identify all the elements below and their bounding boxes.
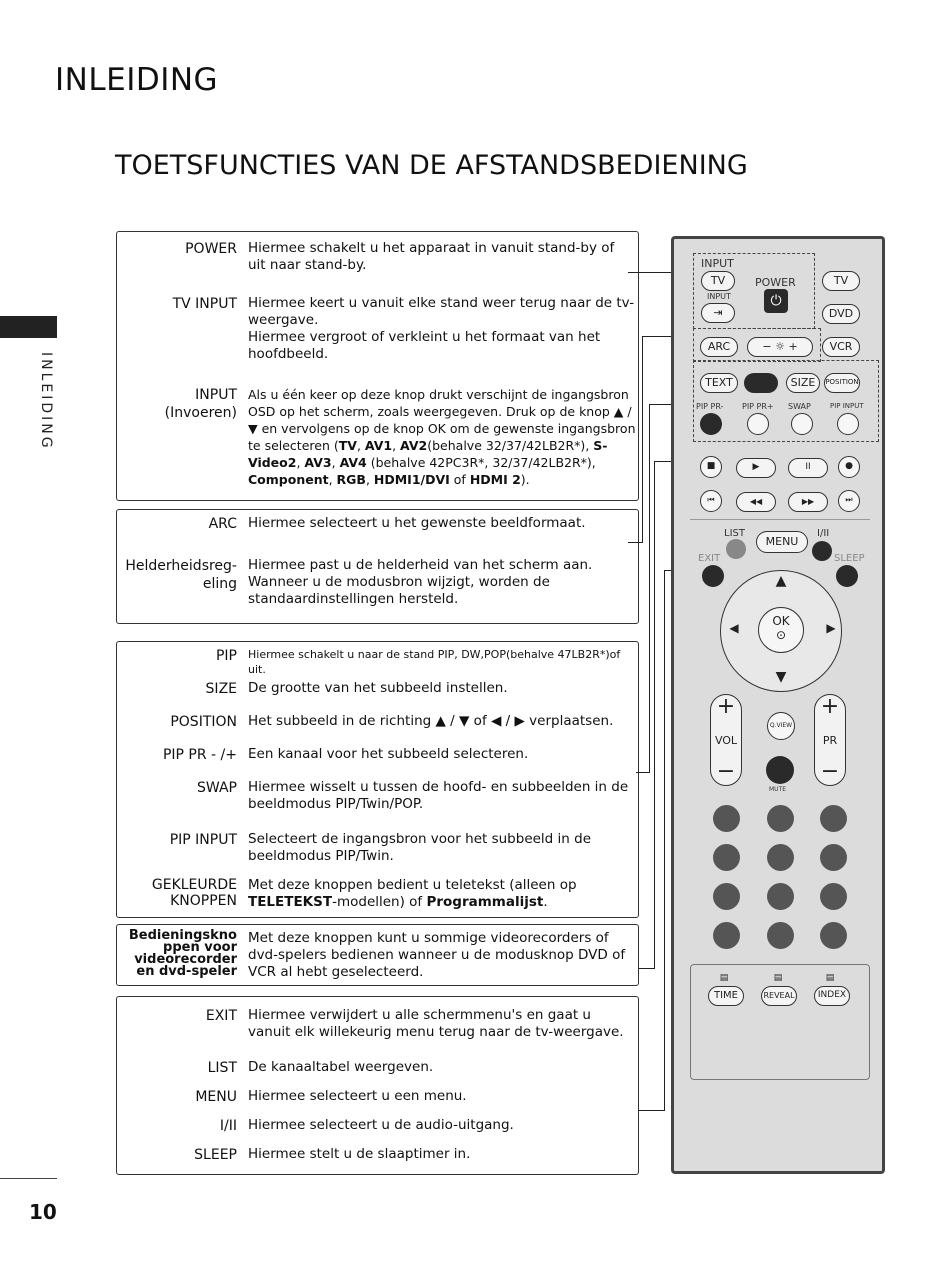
desc-menu: Hiermee selecteert u een menu. [248, 1088, 467, 1104]
term-vcr-line3: videorecorder [134, 952, 237, 967]
volume-down-icon: − [716, 759, 736, 784]
leader-line-vcr [639, 968, 654, 969]
remote-brightness-button: − ☼ + [747, 337, 813, 357]
desc-list: De kanaaltabel weergeven. [248, 1059, 434, 1075]
number-button-9 [820, 883, 847, 910]
term-tv-input: TV INPUT [172, 296, 237, 312]
term-pip-input: PIP INPUT [169, 832, 237, 848]
fast-forward-icon: ▶▶ [788, 492, 828, 512]
term-colored-line2: KNOPPEN [170, 893, 237, 909]
remote-list-label: LIST [724, 528, 745, 539]
desc-tv-input-line2: Hiermee vergroot of verkleint u het formaat van het hoofdbeeld. [248, 329, 601, 362]
mute-button [766, 756, 794, 784]
rewind-icon: ◀◀ [736, 492, 776, 512]
desc-position: Het subbeeld in de richting ▲ / ▼ of ◀ / ▶ verplaatsen. [248, 713, 614, 729]
desc-brightness [248, 557, 636, 608]
desc-colored-buttons: Met deze knoppen bedient u teletekst (alleen op TELETEKST-modellen) of Programmalijst. [248, 877, 577, 910]
info-box-pip [116, 641, 639, 918]
leader-line-vcr-vertical [654, 461, 655, 969]
term-position: POSITION [170, 714, 237, 730]
remote-arc-button: ARC [700, 337, 738, 357]
leader-line-arc-vertical [642, 336, 643, 543]
term-swap: SWAP [197, 780, 237, 796]
remote-tv-button: TV [822, 271, 860, 291]
desc-brightness-line1: Hiermee past u de helderheid van het scherm aan. [248, 557, 593, 573]
swap-button [791, 413, 813, 435]
desc-power: Hiermee schakelt u het apparaat in vanuit stand-by of uit naar stand-by. [248, 240, 615, 273]
pip-pr-minus-button [700, 413, 722, 435]
program-down-icon: − [820, 759, 840, 784]
remote-pip-input-label: PIP INPUT [830, 402, 864, 410]
remote-text-button: TEXT [700, 373, 738, 393]
sidebar-section-label: INLEIDING [38, 352, 54, 451]
term-input [121, 386, 237, 422]
number-button-10 [713, 922, 740, 949]
pip-input-button [837, 413, 859, 435]
arrow-left-icon: ◀ [729, 621, 739, 635]
term-brightness-line2: eling [202, 576, 237, 592]
remote-size-button: SIZE [786, 373, 820, 393]
volume-up-icon: + [716, 694, 736, 719]
input-button-icon: ⇥ [701, 303, 735, 323]
number-button-4 [713, 844, 740, 871]
info-box-menu [116, 996, 639, 1175]
term-list: LIST [207, 1060, 237, 1076]
term-pip: PIP [215, 648, 237, 664]
term-exit: EXIT [205, 1008, 237, 1024]
term-input-line2: (Invoeren) [164, 405, 237, 421]
reveal-icon: ▤ [773, 973, 783, 983]
remote-ok-button [758, 607, 804, 653]
exit-button [702, 565, 724, 587]
stop-icon: ■ [700, 456, 722, 478]
desc-tv-input-line1: Hiermee keert u vanuit elke stand weer terug naar de tv-weergave. [248, 295, 635, 328]
index-icon: ▤ [825, 973, 835, 983]
remote-control-illustration [671, 236, 885, 1174]
desc-exit: Hiermee verwijdert u alle schermmenu's en gaat u vanuit elk willekeurig menu terug naar de tv-weergave. [248, 1007, 624, 1040]
remote-vcr-button: VCR [822, 337, 860, 357]
desc-input: Als u één keer op deze knop drukt verschijnt de ingangsbron OSD op het scherm, zoals weergegeven. Druk op de knop ▲ / ▼ en vervolgens op de knop OK om de gewenste ingangsbron te selecteren (TV, AV1, AV2(behalve 32/37/42LB2R*), S-Video2, AV3, AV4 (behalve 42PC3R*, 32/37/42LB2R*), Component, RGB, HDMI1/DVI of HDMI 2). [248, 387, 636, 487]
brightness-icon: ☼ [775, 340, 785, 353]
leader-line-pip-vertical [649, 404, 650, 773]
term-colored-line1: GEKLEURDE [151, 877, 237, 893]
remote-pip-pr-plus-label: PIP PR+ [742, 402, 774, 411]
remote-sleep-label: SLEEP [834, 553, 865, 564]
remote-pr-label: PR [822, 734, 838, 747]
remote-qview-button: Q.VIEW [767, 712, 795, 740]
pause-icon: II [788, 458, 828, 478]
term-vcr-line1: Bedieningskno [128, 928, 237, 943]
remote-swap-label: SWAP [788, 402, 811, 411]
term-arc: ARC [208, 516, 237, 532]
remote-vol-label: VOL [714, 734, 738, 747]
desc-vcr-dvd: Met deze knoppen kunt u sommige videorecorders of dvd-spelers bedienen wanneer u de modusknop DVD of VCR al hebt geselecteerd. [248, 930, 626, 980]
pip-button [744, 373, 778, 393]
number-button-6 [820, 844, 847, 871]
desc-swap: Hiermee wisselt u tussen de hoofd- en subbeelden in de beeldmodus PIP/Twin/POP. [248, 779, 629, 812]
term-input-line1: INPUT [195, 387, 237, 403]
term-colored-buttons [121, 877, 237, 909]
term-power: POWER [185, 241, 237, 257]
number-button-12 [820, 922, 847, 949]
time-icon: ▤ [719, 973, 729, 983]
info-box-power-input [116, 231, 639, 501]
term-pip-pr: PIP PR - /+ [162, 747, 237, 763]
next-icon: ⏭ [838, 490, 860, 512]
section-title: INLEIDING [55, 62, 219, 98]
remote-mute-label: MUTE [769, 786, 787, 793]
remote-tv-input-button: TV [701, 271, 735, 291]
remote-position-button: POSITION [824, 373, 860, 393]
desc-pip-input: Selecteert de ingangsbron voor het subbeeld in de beeldmodus PIP/Twin. [248, 831, 592, 864]
desc-pip: Hiermee schakelt u naar de stand PIP, DW,POP(behalve 47LB2R*)of uit. [248, 648, 621, 676]
term-size: SIZE [205, 681, 237, 697]
term-menu: MENU [195, 1089, 237, 1105]
remote-exit-label: EXIT [698, 553, 721, 564]
arrow-up-icon: ▲ [775, 573, 787, 589]
leader-line-arc [628, 542, 642, 543]
page-number: 10 [29, 1200, 57, 1224]
term-vcr-line4: en dvd-speler [136, 964, 237, 979]
term-sleep: SLEEP [194, 1147, 237, 1163]
term-vcr-line2: ppen voor [163, 940, 237, 955]
play-icon: ▶ [736, 458, 776, 478]
number-button-3 [820, 805, 847, 832]
term-brightness [121, 557, 237, 593]
number-button-1 [713, 805, 740, 832]
info-box-vcr-dvd [116, 924, 639, 986]
desc-sleep: Hiermee stelt u de slaaptimer in. [248, 1146, 471, 1162]
remote-input-label: INPUT [701, 257, 734, 270]
remote-index-button: INDEX [814, 986, 850, 1006]
power-button-icon: ⏻ [764, 289, 788, 313]
sleep-button [836, 565, 858, 587]
remote-reveal-button: REVEAL [761, 986, 797, 1006]
term-vcr-dvd [121, 930, 237, 978]
audio-button [812, 541, 832, 561]
number-button-2 [767, 805, 794, 832]
desc-pip-pr: Een kanaal voor het subbeeld selecteren. [248, 746, 529, 762]
pip-pr-plus-button [747, 413, 769, 435]
ok-dot-icon: ⊙ [775, 628, 787, 642]
desc-tv-input [248, 295, 636, 363]
remote-audio-label: I/II [817, 528, 830, 539]
leader-line-menu-vertical [664, 570, 665, 1111]
remote-dvd-button: DVD [822, 304, 860, 324]
remote-time-button: TIME [708, 986, 744, 1006]
term-brightness-line1: Helderheidsreg- [125, 558, 237, 574]
section-tab-marker [0, 316, 57, 338]
arrow-down-icon: ▼ [775, 669, 787, 685]
arrow-right-icon: ▶ [826, 621, 836, 635]
term-audio: I/II [219, 1118, 237, 1134]
remote-ok-label: OK [772, 614, 790, 628]
program-up-icon: + [820, 694, 840, 719]
number-button-7 [713, 883, 740, 910]
info-box-arc-brightness [116, 509, 639, 624]
page-title: TOETSFUNCTIES VAN DE AFSTANDSBEDIENING [115, 150, 748, 181]
remote-pip-pr-minus-label: PIP PR- [696, 402, 724, 411]
remote-menu-button: MENU [756, 531, 808, 553]
desc-size: De grootte van het subbeeld instellen. [248, 680, 508, 696]
list-button [726, 539, 746, 559]
number-button-11 [767, 922, 794, 949]
leader-line-menu [639, 1110, 664, 1111]
record-icon: ● [838, 456, 860, 478]
number-button-5 [767, 844, 794, 871]
desc-arc: Hiermee selecteert u het gewenste beeldformaat. [248, 515, 586, 531]
desc-brightness-line2: Wanneer u de modusbron wijzigt, worden de standaardinstellingen hersteld. [248, 574, 550, 607]
remote-divider [690, 519, 870, 520]
number-button-8 [767, 883, 794, 910]
footer-rule [0, 1178, 57, 1179]
previous-icon: ⏮ [700, 490, 722, 512]
desc-audio: Hiermee selecteert u de audio-uitgang. [248, 1117, 514, 1133]
leader-line-pip [636, 772, 649, 773]
remote-power-label: POWER [755, 276, 796, 289]
remote-input-small-label: INPUT [707, 292, 731, 301]
